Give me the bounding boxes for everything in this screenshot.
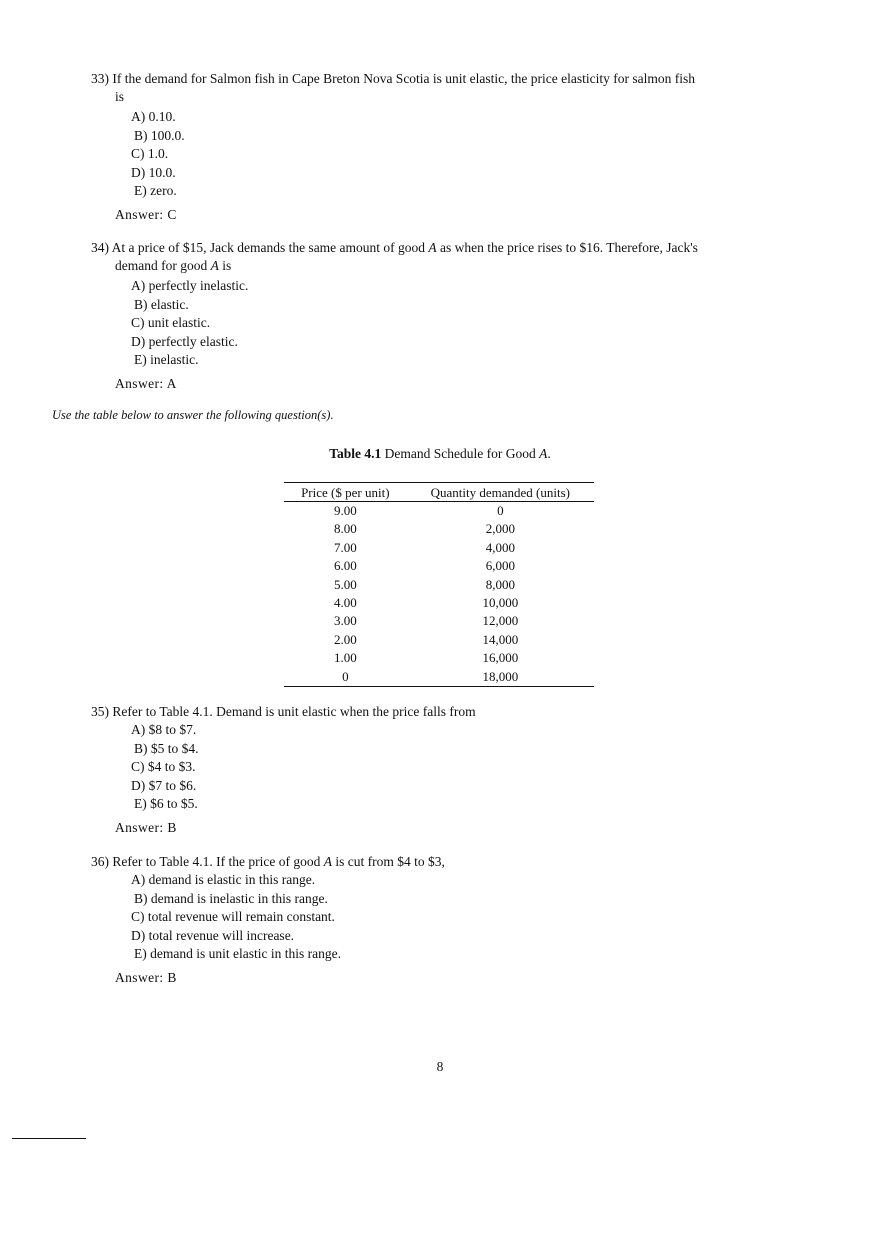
price-cell: 5.00 — [333, 576, 357, 592]
table-row — [284, 594, 594, 612]
quantity-cell: 6,000 — [485, 558, 515, 574]
table-caption-variable: A — [539, 446, 548, 461]
demand-schedule-table — [284, 482, 594, 687]
price-cell: 3.00 — [333, 613, 357, 629]
variable-a: A — [210, 258, 219, 273]
footnote-divider — [12, 1138, 86, 1139]
question-text-continued: demand for good — [115, 258, 208, 273]
question-text: as when the price rises to $16. Therefore, Jack's — [440, 240, 698, 255]
question-35 — [91, 703, 811, 837]
quantity-cell: 14,000 — [482, 631, 519, 647]
table-row — [284, 631, 594, 649]
answer: Answer: B — [115, 819, 177, 835]
variable-a: A — [323, 854, 332, 869]
option-a: A) perfectly inelastic. — [131, 278, 249, 293]
quantity-cell: 10,000 — [482, 595, 519, 611]
question-text: 36) Refer to Table 4.1. If the price of good — [91, 854, 321, 869]
options-list — [131, 277, 811, 370]
question-text: 34) At a price of $15, Jack demands the same amount of good — [91, 240, 426, 255]
variable-a: A — [428, 240, 437, 255]
option-d: D) $7 to $6. — [131, 777, 197, 793]
page-number: 8 — [436, 1059, 444, 1074]
option-b: B) $5 to $4. — [134, 740, 199, 756]
option-a: A) 0.10. — [131, 109, 176, 124]
option-e: E) inelastic. — [134, 352, 199, 367]
table-header-row — [284, 483, 594, 502]
question-34 — [91, 239, 811, 393]
table-row — [284, 668, 594, 687]
option-b: B) 100.0. — [134, 127, 185, 143]
quantity-cell: 4,000 — [485, 539, 515, 555]
option-c: C) unit elastic. — [131, 315, 211, 330]
price-cell: 4.00 — [333, 595, 357, 611]
table-row — [284, 557, 594, 575]
options-list — [131, 721, 811, 814]
option-e: E) demand is unit elastic in this range. — [134, 946, 341, 961]
question-33 — [91, 70, 811, 224]
question-text: 35) Refer to Table 4.1. Demand is unit elastic when the price falls from — [91, 704, 476, 719]
quantity-cell: 18,000 — [482, 668, 519, 684]
answer: Answer: C — [115, 206, 177, 222]
options-list — [131, 871, 811, 964]
column-header-quantity: Quantity demanded (units) — [407, 483, 594, 502]
quantity-cell: 12,000 — [482, 613, 519, 629]
price-cell: 7.00 — [333, 539, 357, 555]
table-row — [284, 520, 594, 538]
table-row — [284, 539, 594, 557]
column-header-price: Price ($ per unit) — [284, 483, 407, 502]
option-c: C) total revenue will remain constant. — [131, 909, 335, 924]
answer: Answer: B — [115, 969, 177, 985]
option-c: C) $4 to $3. — [131, 759, 196, 774]
option-e: E) zero. — [134, 183, 177, 198]
question-text: 33) If the demand for Salmon fish in Cape Breton Nova Scotia is unit elastic, the price elasticity for salmon fish — [91, 71, 695, 86]
question-text: is cut from $4 to $3, — [335, 854, 445, 869]
table-row — [284, 502, 594, 521]
option-a: A) demand is elastic in this range. — [131, 872, 316, 887]
option-b: B) elastic. — [134, 296, 189, 312]
price-cell: 9.00 — [333, 503, 357, 518]
table-row — [284, 576, 594, 594]
table-caption-label: Table 4.1 — [329, 446, 382, 461]
table-row — [284, 649, 594, 667]
quantity-cell: 8,000 — [485, 576, 515, 592]
options-list — [131, 108, 811, 201]
question-36 — [91, 853, 811, 987]
option-b: B) demand is inelastic in this range. — [134, 890, 328, 906]
price-cell: 2.00 — [333, 631, 357, 647]
price-cell: 1.00 — [333, 650, 357, 666]
option-d: D) total revenue will increase. — [131, 927, 295, 943]
answer: Answer: A — [115, 375, 177, 391]
option-c: C) 1.0. — [131, 146, 169, 161]
table-caption: Table 4.1 Demand Schedule for Good A. — [329, 446, 551, 461]
table-row — [284, 612, 594, 630]
option-a: A) $8 to $7. — [131, 722, 197, 737]
price-cell: 8.00 — [333, 521, 357, 537]
price-cell: 0 — [342, 668, 349, 684]
instruction-note: Use the table below to answer the following question(s). — [52, 408, 334, 422]
option-e: E) $6 to $5. — [134, 796, 198, 811]
quantity-cell: 16,000 — [482, 650, 519, 666]
option-d: D) 10.0. — [131, 164, 176, 180]
question-text-continued: is — [115, 89, 125, 104]
table-caption-text: Demand Schedule for Good — [384, 446, 536, 461]
price-cell: 6.00 — [333, 558, 357, 574]
quantity-cell: 0 — [497, 503, 504, 518]
option-d: D) perfectly elastic. — [131, 333, 238, 349]
question-text-continued: is — [222, 258, 232, 273]
quantity-cell: 2,000 — [485, 521, 515, 537]
